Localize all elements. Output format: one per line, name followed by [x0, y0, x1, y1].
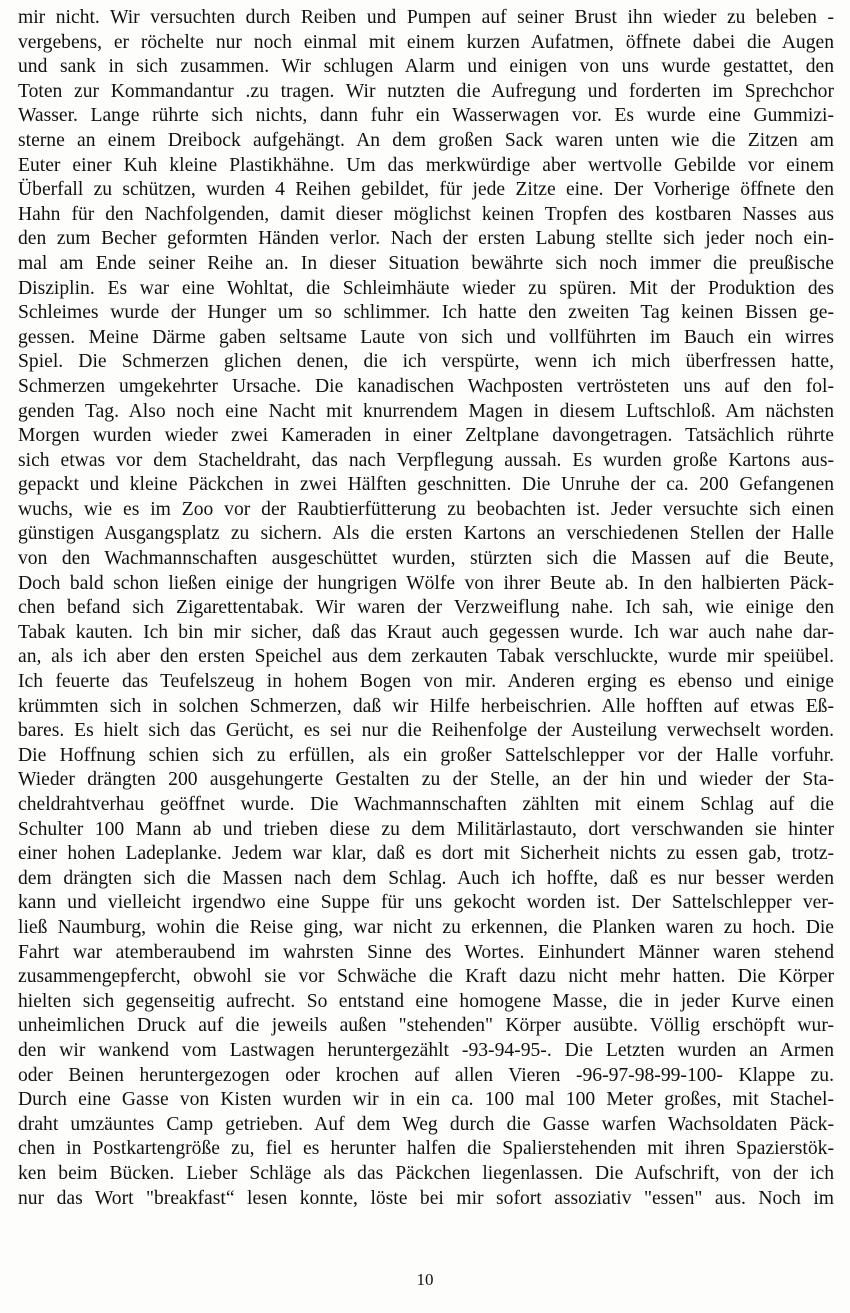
text-line: Euter einer Kuh kleine Plastikhähne. Um das merkwürdige aber wertvolle Gebilde vor einem [18, 154, 834, 176]
text-line: chen in Postkartengröße zu, fiel es herunter halfen die Spalierstehenden mit ihren Spazierstök- [18, 1138, 834, 1160]
page-number: 10 [416, 1270, 434, 1289]
text-line: günstigen Ausgangsplatz zu sichern. Als die ersten Kartons an verschiedenen Stellen der Halle [18, 523, 834, 545]
text-line: Fahrt war atemberaubend im wahrsten Sinne des Wortes. Einhundert Männer waren stehend [18, 941, 834, 963]
text-line: Morgen wurden wieder zwei Kameraden in einer Zeltplane davongetragen. Tatsächlich rührte [18, 425, 834, 447]
text-line: zusammengepfercht, obwohl sie vor Schwäche die Kraft dazu nicht mehr hatten. Die Körper [18, 966, 834, 988]
text-line: draht umzäuntes Camp getrieben. Auf dem Weg durch die Gasse warfen Wachsoldaten Päck- [18, 1113, 834, 1135]
text-line: unheimlichen Druck auf die jeweils außen "stehenden" Körper ausübte. Völlig erschöpft wur- [18, 1015, 834, 1037]
text-line: sterne an einem Dreibock aufgehängt. An dem großen Sack waren unten wie die Zitzen am [18, 129, 834, 151]
text-line: den zum Becher geformten Händen verlor. Nach der ersten Labung stellte sich jeder noch ein- [18, 228, 834, 250]
text-line: Durch eine Gasse von Kisten wurden wir in ein ca. 100 mal 100 Meter großes, mit Stachel- [18, 1089, 834, 1111]
text-line: gessen. Meine Därme gaben seltsame Laute von sich und vollführten im Bauch ein wirres [18, 326, 834, 348]
text-line: mir nicht. Wir versuchten durch Reiben und Pumpen auf seiner Brust ihn wieder zu beleben - [18, 7, 834, 28]
text-line: gepackt und kleine Päckchen in zwei Hälften geschnitten. Die Unruhe der ca. 200 Gefangenen [18, 474, 834, 496]
text-line: Ich feuerte das Teufelszeug in hohem Bogen von mir. Anderen erging es ebenso und einige [18, 671, 834, 693]
text-line: kann und vielleicht irgendwo eine Suppe für uns gekocht worden ist. Der Sattelschlepper ver- [18, 892, 834, 914]
text-line: mal am Ende seiner Reihe an. In dieser Situation bewährte sich noch immer die preußische [18, 252, 834, 274]
text-line: hielten sich gegenseitig aufrecht. So entstand eine homogene Masse, die in jeder Kurve einen [18, 990, 834, 1012]
text-line: Spiel. Die Schmerzen glichen denen, die ich verspürte, wenn ich mich überfressen hatte, [18, 351, 834, 373]
text-line: cheldrahtverhau geöffnet wurde. Die Wachmannschaften zählten mit einem Schlag auf die [18, 794, 834, 815]
text-line: krümmten sich in solchen Schmerzen, daß wir Hilfe herbeischrien. Alle hofften auf etwas Eß- [18, 695, 834, 717]
text-line: oder Beinen heruntergezogen oder krochen auf allen Vieren -96-97-98-99-100- Klappe zu. [18, 1064, 834, 1086]
text-line: an, als ich aber den ersten Speichel aus dem zerkauten Tabak verschluckte, wurde mir speiübel. [18, 646, 834, 668]
document-body [18, 6, 834, 1211]
text-line: Tabak kauten. Ich bin mir sicher, daß das Kraut auch gegessen wurde. Ich war auch nahe dar- [18, 621, 834, 643]
text-line: Wieder drängten 200 ausgehungerte Gestalten zu der Stelle, an der hin und wieder der Sta- [18, 769, 834, 791]
text-line: Schulter 100 Mann ab und trieben diese zu dem Militärlastauto, dort verschwanden sie hinter [18, 818, 834, 840]
text-line: Die Hoffnung schien sich zu erfüllen, als ein großer Sattelschlepper vor der Halle vorfuhr. [18, 744, 834, 766]
text-line: Hahn für den Nachfolgenden, damit dieser möglichst keinen Tropfen des kostbaren Nasses aus [18, 203, 834, 225]
text-line: Disziplin. Es war eine Wohltat, die Schleimhäute wieder zu spüren. Mit der Produktion des [18, 277, 834, 299]
text-line: ließ Naumburg, wohin die Reise ging, war nicht zu erkennen, die Planken waren zu hoch. Die [18, 916, 834, 938]
text-line: nur das Wort "breakfast“ lesen konnte, löste bei mir sofort assoziativ "essen" aus. Noch im [18, 1187, 834, 1209]
text-line: dem drängten sich die Massen nach dem Schlag. Auch ich hoffte, daß es nur besser werden [18, 867, 834, 889]
text-line: Überfall zu schützen, wurden 4 Reihen gebildet, für jede Zitze eine. Der Vorherige öffnete den [18, 179, 834, 201]
text-line: vergebens, er röchelte nur noch einmal mit einem kurzen Aufatmen, öffnete dabei die Augen [18, 31, 834, 53]
text-line: genden Tag. Also noch eine Nacht mit knurrendem Magen in diesem Luftschloß. Am nächsten [18, 400, 834, 422]
text-line: Toten zur Kommandantur .zu tragen. Wir nutzten die Aufregung und forderten im Sprechchor [18, 80, 834, 102]
text-line: von den Wachmannschaften ausgeschüttet wurden, stürzten sich die Massen auf die Beute, [18, 548, 834, 570]
text-line: Schmerzen umgekehrter Ursache. Die kanadischen Wachposten vertrösteten uns auf den fol- [18, 375, 834, 397]
text-line: ken beim Bücken. Lieber Schläge als das Päckchen liegenlassen. Die Aufschrift, von der ich [18, 1162, 834, 1184]
text-line: bares. Es hielt sich das Gerücht, es sei nur die Reihenfolge der Austeilung verwechselt worden. [18, 720, 834, 742]
text-line: den wir wankend vom Lastwagen heruntergezählt -93-94-95-. Die Letzten wurden an Armen [18, 1039, 834, 1061]
text-line: chen befand sich Zigarettentabak. Wir waren der Verzweiflung nahe. Ich sah, wie einige den [18, 597, 834, 619]
text-line: einer hohen Ladeplanke. Jedem war klar, daß es dort mit Sicherheit nichts zu essen gab, trotz- [18, 843, 834, 865]
text-line: Schleimes wurde der Hunger um so schlimmer. Ich hatte den zweiten Tag keinen Bissen ge- [18, 302, 834, 324]
text-line: und sank in sich zusammen. Wir schlugen Alarm und einigen von uns wurde gestattet, den [18, 56, 834, 78]
text-line: wuchs, wie es im Zoo vor der Raubtierfütterung zu beobachten ist. Jeder versuchte sich einen [18, 498, 834, 520]
text-line: Doch bald schon ließen einige der hungrigen Wölfe von ihrer Beute ab. In den halbierten Päck- [18, 572, 834, 594]
text-line: Wasser. Lange rührte sich nichts, dann fuhr ein Wasserwagen vor. Es wurde eine Gummizi- [18, 105, 834, 127]
text-line: sich etwas vor dem Stacheldraht, das nach Verpflegung aussah. Es wurden große Kartons aus- [18, 449, 834, 471]
